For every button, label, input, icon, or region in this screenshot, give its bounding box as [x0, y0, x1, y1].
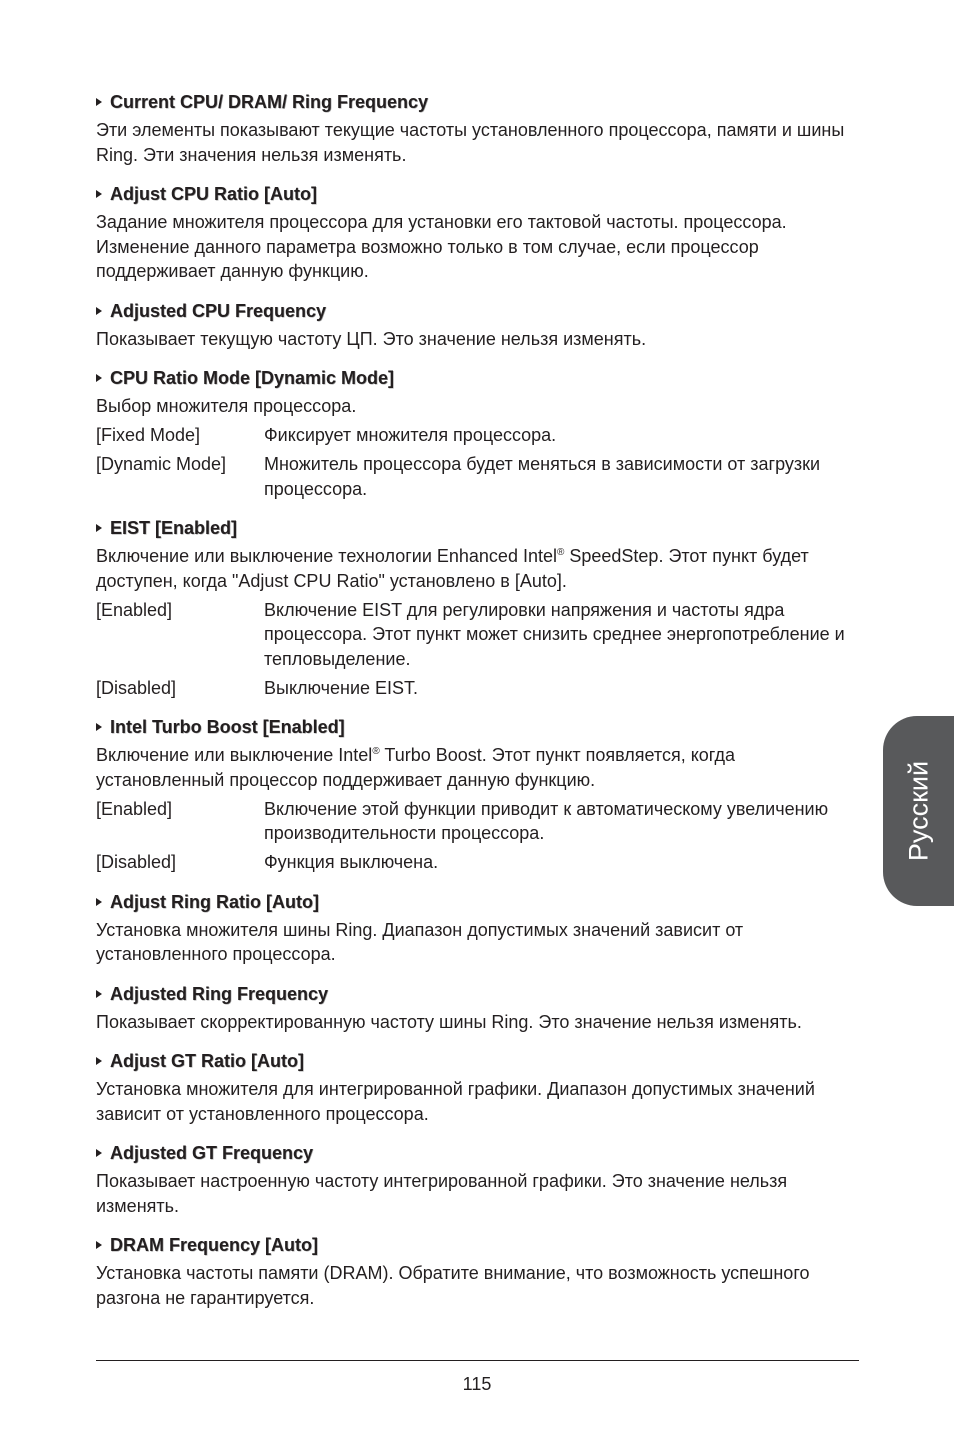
- setting-description: Установка множителя для интегрированной графики. Диапазон допустимых значений зависит от установленного процессора.: [96, 1079, 815, 1124]
- option-description: Включение этой функции приводит к автоматическому увеличению производительности процессора.: [264, 798, 829, 843]
- setting-heading: [96, 516, 861, 540]
- option-key: [Disabled]: [96, 677, 177, 698]
- setting-description: Показывает настроенную частоту интегрированной графики. Это значение нельзя изменять.: [96, 1171, 788, 1216]
- option-row: [96, 423, 861, 448]
- setting-heading: [96, 366, 861, 390]
- description-text: Turbo Boost. Этот пункт появляется, когда установленный процессор поддерживает данную функцию.: [96, 745, 736, 790]
- setting-section: [96, 890, 861, 967]
- setting-title: Intel Turbo Boost [Enabled]: [110, 717, 345, 737]
- option-key: [Enabled]: [96, 599, 173, 620]
- language-tab-label: Русский: [903, 760, 933, 862]
- arrow-bullet-icon: [96, 990, 102, 998]
- page-number: 115: [462, 1374, 492, 1394]
- setting-heading: [96, 715, 861, 739]
- setting-title: Adjusted CPU Frequency: [110, 300, 327, 321]
- option-key: [Enabled]: [96, 798, 173, 819]
- footer-divider: [96, 1360, 859, 1361]
- setting-description: [96, 544, 861, 593]
- setting-section: [96, 299, 861, 352]
- setting-section: [96, 366, 861, 501]
- setting-title: CPU Ratio Mode [Dynamic Mode]: [110, 368, 395, 388]
- setting-heading: [96, 182, 861, 206]
- option-description: Множитель процессора будет меняться в зависимости от загрузки процессора.: [264, 454, 821, 499]
- setting-section: [96, 982, 861, 1035]
- setting-heading: [96, 1141, 861, 1165]
- description-text: SpeedStep. Этот пункт будет доступен, когда "Adjust CPU Ratio" установлено в [Auto].: [96, 546, 809, 591]
- setting-section: [96, 182, 861, 284]
- setting-description: Показывает текущую частоту ЦП. Это значение нельзя изменять.: [96, 328, 647, 349]
- description-text: Включение или выключение Intel: [96, 745, 373, 765]
- setting-heading: [96, 890, 861, 914]
- setting-heading: [96, 90, 861, 114]
- manual-content: [96, 90, 861, 1325]
- arrow-bullet-icon: [96, 1241, 102, 1249]
- option-description: Выключение EIST.: [264, 677, 419, 698]
- arrow-bullet-icon: [96, 1149, 102, 1157]
- registered-mark: ®: [372, 746, 380, 757]
- option-key: [Dynamic Mode]: [96, 454, 227, 474]
- setting-heading: [96, 1049, 861, 1073]
- setting-description: Установка частоты памяти (DRAM). Обратите внимание, что возможность успешного разгона не гарантируется.: [96, 1263, 810, 1308]
- option-row: [96, 598, 861, 672]
- setting-title: Adjust Ring Ratio [Auto]: [110, 891, 319, 912]
- arrow-bullet-icon: [96, 898, 102, 906]
- setting-section: [96, 516, 861, 700]
- setting-heading: [96, 982, 861, 1006]
- option-row: [96, 850, 861, 875]
- setting-section: [96, 1141, 861, 1218]
- arrow-bullet-icon: [96, 524, 102, 532]
- option-key: [Fixed Mode]: [96, 425, 201, 445]
- setting-title: Current CPU/ DRAM/ Ring Frequency: [110, 92, 429, 112]
- option-description: Фиксирует множителя процессора.: [264, 425, 557, 445]
- setting-title: Adjusted GT Frequency: [110, 1143, 314, 1163]
- setting-section: [96, 715, 861, 875]
- language-side-tab: [883, 716, 954, 906]
- arrow-bullet-icon: [96, 374, 102, 382]
- setting-title: Adjust GT Ratio [Auto]: [110, 1051, 304, 1071]
- setting-title: Adjusted Ring Frequency: [110, 983, 329, 1004]
- arrow-bullet-icon: [96, 307, 102, 315]
- setting-heading: [96, 299, 861, 323]
- setting-description: Задание множителя процессора для установки его тактовой частоты. процессора. Изменение данного параметра возможно только в том случае, если процессор поддерживает данную функцию.: [96, 212, 787, 281]
- setting-section: [96, 1233, 861, 1310]
- option-description: Функция выключена.: [264, 852, 439, 872]
- option-key: [Disabled]: [96, 852, 177, 872]
- setting-description: [96, 743, 861, 792]
- setting-title: Adjust CPU Ratio [Auto]: [110, 184, 317, 204]
- registered-mark: ®: [556, 547, 565, 558]
- setting-section: [96, 1049, 861, 1126]
- arrow-bullet-icon: [96, 1057, 102, 1065]
- setting-description: Установка множителя шины Ring. Диапазон допустимых значений зависит от установленного процессора.: [96, 919, 744, 964]
- setting-title: DRAM Frequency [Auto]: [110, 1235, 318, 1255]
- setting-description: Эти элементы показывают текущие частоты установленного процессора, памяти и шины Ring. Эти значения нельзя изменять.: [96, 120, 845, 165]
- setting-title: EIST [Enabled]: [110, 518, 238, 538]
- arrow-bullet-icon: [96, 723, 102, 731]
- option-row: [96, 452, 861, 501]
- arrow-bullet-icon: [96, 98, 102, 106]
- setting-section: [96, 90, 861, 167]
- setting-description: Выбор множителя процессора.: [96, 396, 357, 416]
- option-row: [96, 676, 861, 701]
- description-text: Включение или выключение технологии Enhanced Intel: [96, 546, 557, 566]
- option-row: [96, 797, 861, 846]
- option-description: Включение EIST для регулировки напряжения и частоты ядра процессора. Этот пункт может снизить среднее энергопотребление и тепловыделение.: [264, 599, 845, 669]
- setting-heading: [96, 1233, 861, 1257]
- setting-description: Показывает скорректированную частоту шины Ring. Это значение нельзя изменять.: [96, 1011, 802, 1032]
- arrow-bullet-icon: [96, 190, 102, 198]
